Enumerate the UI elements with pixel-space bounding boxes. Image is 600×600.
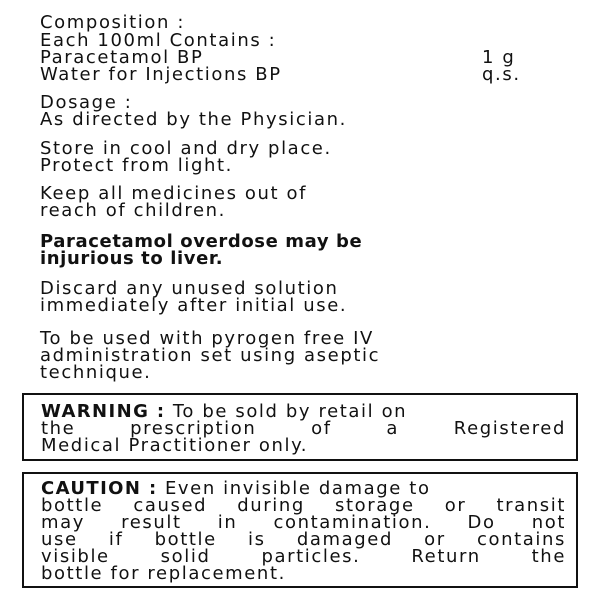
storage-line-2: Protect from light. xyxy=(40,155,233,176)
ingredient-amount-paracetamol: 1 g xyxy=(482,47,516,68)
keep-line-2: reach of children. xyxy=(40,200,226,221)
warning-line-3: Medical Practitioner only. xyxy=(41,435,309,456)
overdose-line-2: injurious to liver. xyxy=(40,248,224,269)
caution-label: CAUTION : xyxy=(41,478,158,499)
ingredient-name-paracetamol: Paracetamol BP xyxy=(40,47,204,68)
pyrogen-line-1: To be used with pyrogen free IV xyxy=(40,328,374,349)
keep-line-1: Keep all medicines out of xyxy=(40,183,308,204)
storage-line-1: Store in cool and dry place. xyxy=(40,138,332,159)
composition-intro: Each 100ml Contains : xyxy=(40,30,277,51)
ingredient-amount-water: q.s. xyxy=(482,64,521,85)
overdose-line-1: Paracetamol overdose may be xyxy=(40,231,363,252)
discard-line-2: immediately after initial use. xyxy=(40,295,348,316)
pyrogen-line-2: administration set using aseptic xyxy=(40,345,381,366)
caution-line-5: visible solid particles. Return the xyxy=(41,546,566,567)
caution-line-4: use if bottle is damaged or contains xyxy=(41,529,566,550)
composition-heading: Composition : xyxy=(40,12,185,33)
caution-line-3: may result in contamination. Do not xyxy=(41,512,566,533)
warning-line-2: the prescription of a Registered xyxy=(41,418,566,439)
caution-line-1-text: Even invisible damage to xyxy=(164,478,431,499)
caution-line-2: bottle caused during storage or transit xyxy=(41,495,566,516)
ingredient-name-water: Water for Injections BP xyxy=(40,64,282,85)
dosage-text: As directed by the Physician. xyxy=(40,109,347,130)
warning-box xyxy=(22,393,578,461)
caution-line-6: bottle for replacement. xyxy=(41,563,286,584)
caution-box xyxy=(22,472,578,588)
discard-line-1: Discard any unused solution xyxy=(40,278,339,299)
warning-line-1-text: To be sold by retail on xyxy=(172,401,408,422)
pyrogen-line-3: technique. xyxy=(40,362,152,383)
warning-label: WARNING : xyxy=(41,401,166,422)
dosage-heading: Dosage : xyxy=(40,92,133,113)
